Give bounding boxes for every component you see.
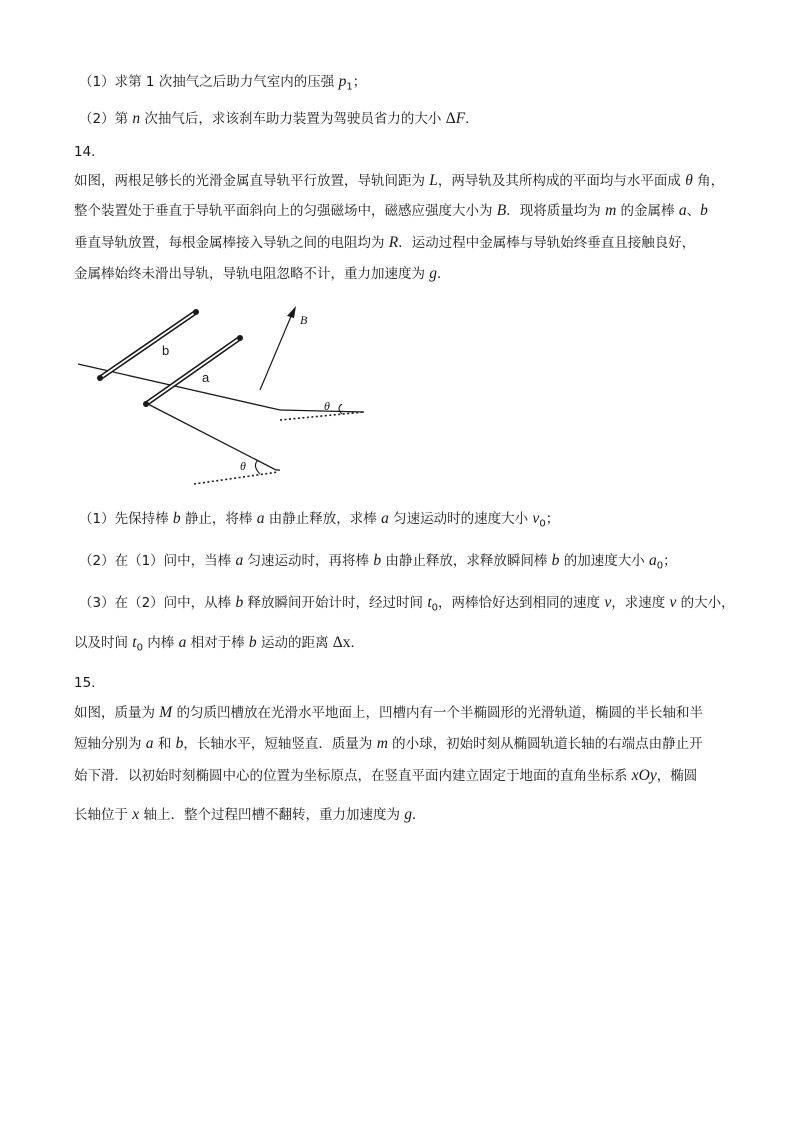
rod-b-end <box>97 375 103 381</box>
var-B: B <box>496 202 507 219</box>
var-R: R <box>388 234 399 251</box>
sub: 0 <box>539 518 546 530</box>
text: 如图，质量为 <box>74 705 160 721</box>
text: （2）在（1）问中，当棒 <box>79 553 236 569</box>
text: 由静止释放，求释放瞬间棒 <box>381 553 552 569</box>
text: ，求速度 <box>611 595 670 611</box>
q14-stem-line3 <box>74 233 695 253</box>
var-b: b <box>551 552 560 569</box>
q14-number: 14. <box>74 144 96 160</box>
q15-stem-line2 <box>74 734 703 754</box>
q15-stem-line4 <box>74 805 426 825</box>
var-a: a <box>145 735 154 752</box>
q15-stem-line1 <box>74 703 703 723</box>
var-m: m <box>605 202 617 219</box>
text: 的大小， <box>676 595 735 611</box>
q14-stem-line1 <box>74 171 724 191</box>
var-a: a <box>235 552 244 569</box>
text: ； <box>545 511 560 527</box>
text: ，长轴水平，短轴竖直．质量为 <box>183 736 377 752</box>
sub: 0 <box>136 642 143 654</box>
text: ，两导轨及其所构成的平面均与水平面成 <box>437 173 686 189</box>
q14-stem-line2 <box>74 201 708 221</box>
q13-part1 <box>79 72 366 98</box>
sub: 0 <box>431 602 439 614</box>
text: 金属棒始终未滑出导轨，导轨电阻忽略不计，重力加速度为 <box>74 266 430 282</box>
text: ． <box>350 635 364 651</box>
rod-a-label: a <box>202 370 210 385</box>
var-b: b <box>172 510 181 527</box>
q15-number: 15. <box>74 675 96 691</box>
theta-label-bottom: θ <box>240 459 246 473</box>
rails-figure <box>74 298 374 490</box>
text: 匀速运动时，再将棒 <box>243 553 374 569</box>
rod-b-label: b <box>162 343 170 358</box>
var-g: g <box>429 265 438 282</box>
var-theta: θ <box>685 172 693 189</box>
text: 短轴分别为 <box>74 736 146 752</box>
var-M: M <box>159 704 173 721</box>
var-b: b <box>175 735 184 752</box>
text: 次抽气后，求该刹车助力装置为驾驶员省力的大小 <box>140 111 446 127</box>
q14-stem-line4 <box>74 264 451 284</box>
text: 轴上．整个过程凹槽不翻转，重力加速度为 <box>139 807 405 823</box>
rod-b-highlight <box>100 312 196 378</box>
text: ．现将质量均为 <box>506 203 606 219</box>
rail-upper-end <box>280 410 364 412</box>
horizontal-dotted-bottom <box>194 472 278 484</box>
var-v: v <box>669 594 677 611</box>
rail-lower <box>144 402 276 470</box>
var-a: a <box>381 510 389 527</box>
var-F: F <box>455 110 466 127</box>
text: 匀速运动时的速度大小 <box>388 511 533 527</box>
text: 和 <box>153 736 176 752</box>
var-g: g <box>404 806 413 823</box>
var-n: n <box>132 110 141 127</box>
theta-label-top: θ <box>324 399 330 413</box>
var-xOy: xOy <box>631 767 657 784</box>
text: （1）先保持棒 <box>79 511 173 527</box>
b-field-arrow <box>260 314 292 390</box>
rod-a-end <box>143 401 149 407</box>
text: ．运动过程中金属棒与导轨始终垂直且接触良好， <box>398 235 696 251</box>
q14-part2 <box>79 551 677 577</box>
text: 的匀质凹槽放在光滑水平地面上，凹槽内有一个半椭圆形的光滑轨道，椭圆的半长轴和半 <box>172 705 704 721</box>
text: 相对于棒 <box>186 635 249 651</box>
text: 以及时间 <box>74 635 133 651</box>
var-b: b <box>248 634 257 651</box>
var-a: a <box>678 202 687 219</box>
text: 的加速度大小 <box>559 553 650 569</box>
text: 如图，两根足够长的光滑金属直导轨平行放置，导轨间距为 <box>74 173 430 189</box>
text: ； <box>352 74 367 90</box>
text: . <box>465 111 470 127</box>
text: 运动的距离 <box>256 635 333 651</box>
var-a: a <box>649 552 657 569</box>
rod-b-end <box>193 309 199 315</box>
text: （3）在（2）问中，从棒 <box>79 595 236 611</box>
var-b: b <box>700 202 708 219</box>
var-p: p <box>338 73 347 90</box>
q14-part3-line2 <box>74 633 364 659</box>
b-field-label: B <box>300 313 308 327</box>
var-L: L <box>429 172 438 189</box>
delta: Δ <box>445 110 456 127</box>
text: 整个装置处于垂直于导轨平面斜向上的匀强磁场中，磁感应强度大小为 <box>74 203 497 219</box>
delta-x: Δx <box>332 634 351 651</box>
var-t: t <box>427 594 432 611</box>
sub: 1 <box>346 81 353 93</box>
var-v: v <box>604 594 612 611</box>
var-t: t <box>132 634 137 651</box>
sub: 0 <box>656 560 664 572</box>
var-a: a <box>178 634 187 651</box>
rod-a-highlight <box>146 338 240 404</box>
var-v: v <box>532 510 540 527</box>
var-b: b <box>235 594 244 611</box>
q14-part1 <box>79 509 559 535</box>
text: 、 <box>686 203 701 219</box>
text: 始下滑．以初始时刻椭圆中心的位置为坐标原点，在竖直平面内建立固定于地面的直角坐标系 <box>74 768 632 784</box>
text: ，两棒恰好达到相同的速度 <box>438 595 605 611</box>
text: 的小球，初始时刻从椭圆轨道长轴的右端点由静止开 <box>387 736 703 752</box>
text: 由静止释放，求棒 <box>264 511 382 527</box>
b-field-arrow-head <box>287 306 296 318</box>
horizontal-dotted-top <box>280 412 364 420</box>
text: 释放瞬间开始计时，经过时间 <box>243 595 428 611</box>
text: 角， <box>692 173 725 189</box>
text: 的金属棒 <box>616 203 679 219</box>
text: ，椭圆 <box>656 768 698 784</box>
text: ． <box>437 266 451 282</box>
var-a: a <box>256 510 265 527</box>
rod-a-end <box>237 335 243 341</box>
angle-arc-top <box>339 404 342 414</box>
var-x: x <box>132 806 140 823</box>
text: 内棒 <box>142 635 179 651</box>
text: 静止，将棒 <box>180 511 257 527</box>
text: 长轴位于 <box>74 807 133 823</box>
var-m: m <box>376 735 388 752</box>
text: （2）第 <box>79 111 133 127</box>
text: （1）求第 1 次抽气之后助力气室内的压强 <box>79 74 339 90</box>
text: ； <box>663 553 677 569</box>
q13-part2 <box>79 109 469 129</box>
text: ． <box>412 807 426 823</box>
text: 垂直导轨放置，每根金属棒接入导轨之间的电阻均为 <box>74 235 389 251</box>
q15-stem-line3 <box>74 766 697 786</box>
q14-part3-line1 <box>79 593 735 619</box>
var-b: b <box>373 552 382 569</box>
